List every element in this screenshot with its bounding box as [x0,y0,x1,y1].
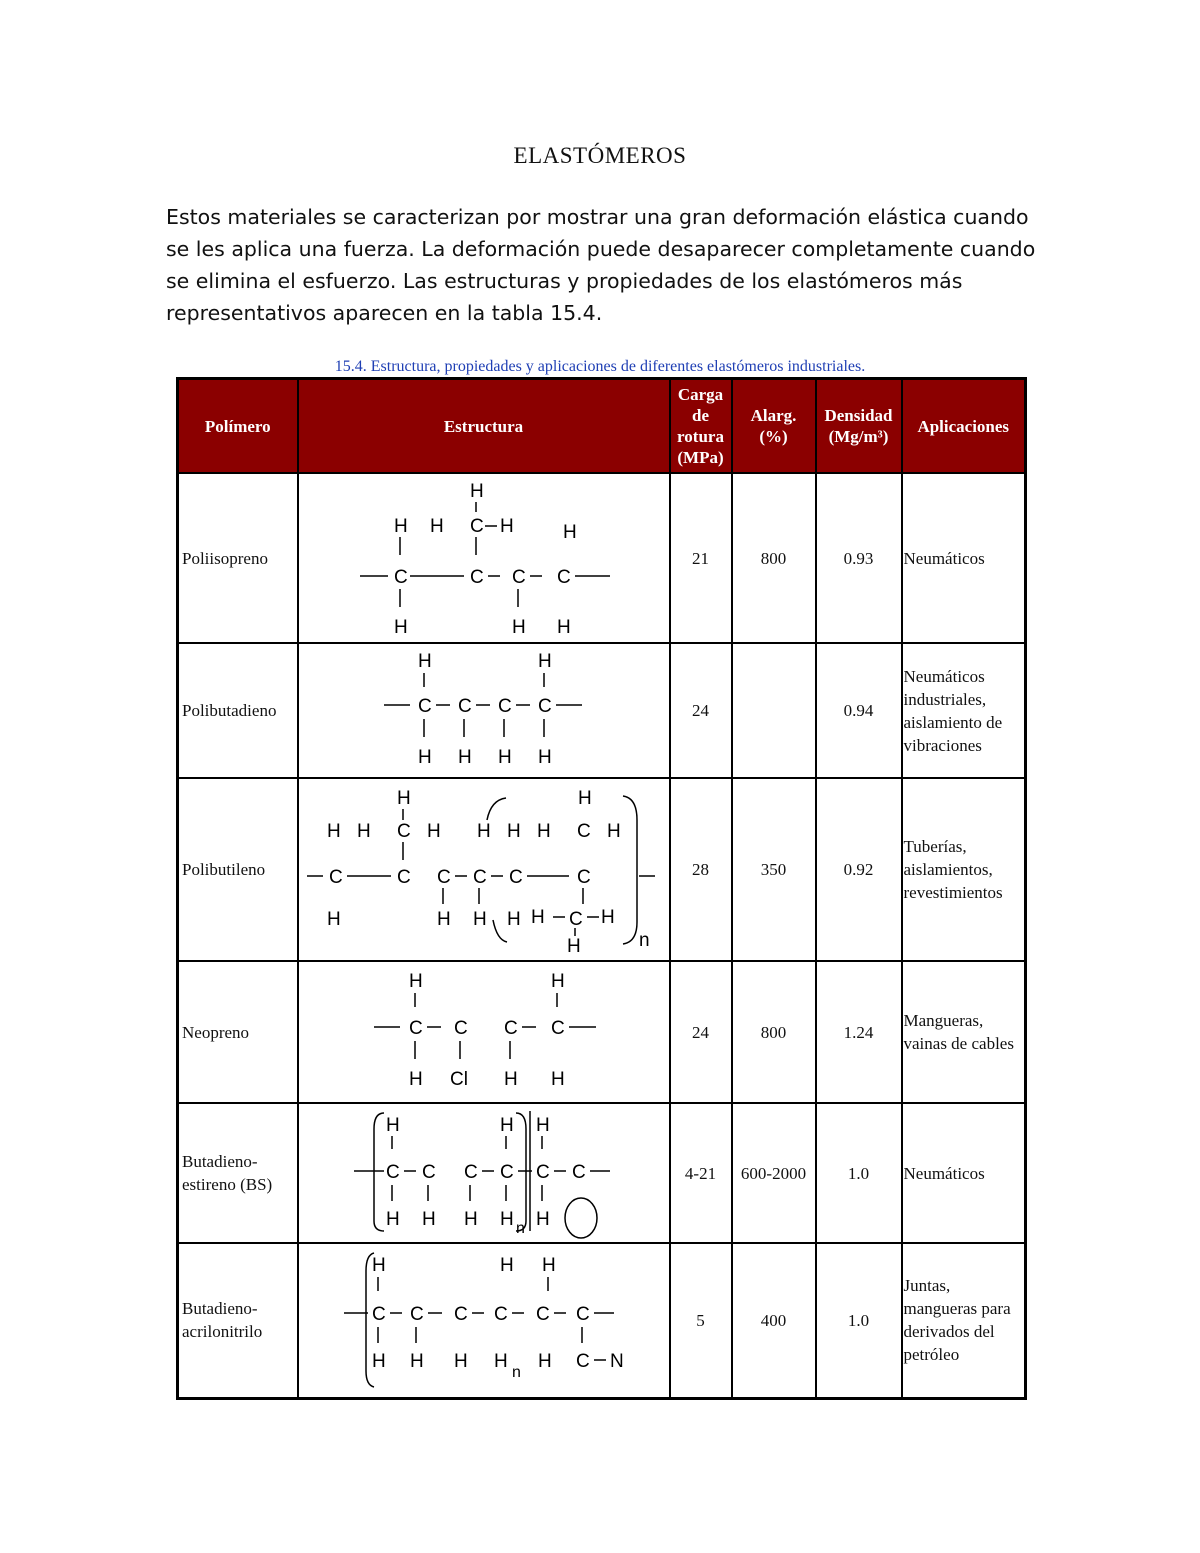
svg-text:C: C [499,1162,514,1183]
svg-text:H: H [530,907,545,928]
svg-text:H: H [550,1069,565,1090]
svg-text:H: H [396,788,411,809]
applications: Neumáticos [902,473,1026,643]
structure-cell [298,1103,670,1243]
elastomer-table [176,377,1027,1400]
structure-cell [298,643,670,778]
applications: Mangueras, vainas de cables [902,961,1026,1103]
svg-text:H: H [429,516,444,537]
svg-text:H: H [326,909,341,930]
svg-text:C: C [571,1162,586,1183]
svg-text:H: H [421,1209,436,1230]
structure-cell [298,473,670,643]
svg-text:H: H [476,821,491,842]
svg-text:H: H [371,1254,386,1276]
header-strength [670,379,732,474]
svg-text:H: H [436,909,451,930]
tensile-strength: 24 [670,643,732,778]
svg-text:H: H [537,1350,552,1372]
svg-text:C: C [463,1162,478,1183]
svg-text:C: C [436,867,451,888]
svg-text:C: C [469,516,484,537]
styrene-butadiene-structure-diagram [304,1105,664,1241]
table-row [178,1103,1026,1243]
svg-text:H: H [356,821,371,842]
svg-text:C: C [537,696,552,717]
svg-text:H: H [393,617,408,638]
svg-text:C: C [371,1303,386,1325]
table-row [178,643,1026,778]
elongation: 400 [732,1243,816,1398]
svg-text:C: C [503,1018,518,1039]
svg-text:C: C [472,867,487,888]
svg-text:H: H [408,1069,423,1090]
svg-text:H: H [499,1115,514,1136]
svg-text:C: C [457,696,472,717]
svg-text:H: H [371,1350,386,1372]
svg-text:C: C [453,1018,468,1039]
svg-text:C: C [453,1303,468,1325]
density: 0.92 [816,778,902,961]
table-row [178,473,1026,643]
svg-text:H: H [506,821,521,842]
svg-text:H: H [535,1209,550,1230]
svg-text:C: C [497,696,512,717]
header-density [816,379,902,474]
svg-text:C: C [568,909,583,930]
header-applications: Aplicaciones [902,379,1026,474]
page-title: ELASTÓMEROS [513,143,687,168]
svg-text:C: C [576,821,591,842]
svg-text:H: H [562,522,577,543]
header-elongation [732,379,816,474]
svg-text:H: H [463,1209,478,1230]
polymer-name: Polibutadieno [178,643,298,778]
table-caption: 15.4. Estructura, propiedades y aplicaciones de diferentes elastómeros industriales. [334,358,866,375]
polybutylene-structure-diagram [301,780,667,959]
header-strength-line: (MPa) [677,448,724,467]
svg-text:C: C [511,567,526,588]
density: 1.0 [816,1103,902,1243]
polymer-name: Poliisopreno [178,473,298,643]
svg-text:H: H [497,747,512,768]
svg-text:C: C [396,867,411,888]
svg-text:H: H [503,1069,518,1090]
svg-text:Cl: Cl [449,1069,468,1090]
applications: Neumáticos industriales, aislamiento de vibraciones [902,643,1026,778]
tensile-strength: 28 [670,778,732,961]
header-density-line: Densidad [824,406,893,425]
svg-text:H: H [541,1254,556,1276]
density: 0.94 [816,643,902,778]
svg-text:H: H [556,617,571,638]
polybutadiene-structure-diagram [304,645,664,776]
svg-text:H: H [417,747,432,768]
svg-text:C: C [556,567,571,588]
svg-text:C: C [408,1018,423,1039]
applications-text: Neumáticos [903,1163,985,1183]
applications: Tuberías, aislamientos, revestimientos [902,778,1026,961]
svg-text:H: H [409,1350,424,1372]
elongation: 350 [732,778,816,961]
density: 1.0 [816,1243,902,1398]
header-strength-line: rotura [677,427,724,446]
header-strength-line: Carga [677,385,724,404]
svg-text:C: C [550,1018,565,1039]
svg-text:C: C [396,821,411,842]
svg-text:C: C [493,1303,508,1325]
svg-text:H: H [469,481,484,502]
svg-text:H: H [536,821,551,842]
table-header-row [178,379,1026,474]
svg-text:C: C [508,867,523,888]
svg-text:C: C [575,1303,590,1325]
tensile-strength: 21 [670,473,732,643]
intro-paragraph: Estos materiales se caracterizan por mostrar una gran deformación elástica cuando se les aplica una fuerza. La deformación puede desaparecer completamente cuando se elimina el esfuerzo. Las estructuras y propiedades de los elastómeros más representativos aparecen en la tabla 15.4. [166,205,1036,325]
svg-text:H: H [457,747,472,768]
svg-text:H: H [506,909,521,930]
polymer-name: Neopreno [178,961,298,1103]
elongation: 800 [732,473,816,643]
svg-text:H: H [393,516,408,537]
svg-text:H: H [408,971,423,992]
svg-text:H: H [550,971,565,992]
svg-text:C: C [576,867,591,888]
table-row [178,961,1026,1103]
header-elongation-line: Alarg. [750,406,797,425]
header-polymer: Polímero [178,379,298,474]
table-row [178,778,1026,961]
header-structure: Estructura [298,379,670,474]
svg-text:H: H [385,1209,400,1230]
structure-cell [298,1243,670,1398]
polymer-name: Polibutileno [178,778,298,961]
svg-text:H: H [499,516,514,537]
svg-text:H: H [511,617,526,638]
structure-cell [298,961,670,1103]
header-elongation-line: (%) [759,427,788,446]
svg-text:C: C [385,1162,400,1183]
svg-text:n: n [515,1220,525,1237]
svg-text:H: H [537,747,552,768]
header-density-line: (Mg/m³) [828,427,889,446]
density: 0.93 [816,473,902,643]
svg-text:n: n [511,1363,521,1381]
svg-text:H: H [499,1209,514,1230]
elongation [732,643,816,778]
svg-text:C: C [393,567,408,588]
polymer-name: Butadieno-estireno (BS) [178,1103,298,1243]
svg-text:H: H [535,1115,550,1136]
svg-text:H: H [453,1350,468,1372]
tensile-strength: 24 [670,961,732,1103]
svg-text:H: H [566,936,581,957]
nitrile-butadiene-structure-diagram [304,1245,664,1396]
svg-text:C: C [417,696,432,717]
polyisoprene-structure-diagram [304,475,664,641]
elongation: 800 [732,961,816,1103]
tensile-strength: 5 [670,1243,732,1398]
neoprene-structure-diagram [304,963,664,1101]
svg-text:H: H [577,788,592,809]
svg-text:H: H [493,1350,508,1372]
svg-text:C: C [575,1350,590,1372]
svg-text:N: N [609,1350,624,1372]
svg-text:C: C [469,567,484,588]
svg-text:C: C [535,1162,550,1183]
elongation: 600-2000 [732,1103,816,1243]
svg-text:H: H [326,821,341,842]
svg-text:C: C [535,1303,550,1325]
svg-text:H: H [417,651,432,672]
svg-text:H: H [499,1254,514,1276]
density: 1.24 [816,961,902,1103]
structure-cell [298,778,670,961]
svg-text:H: H [426,821,441,842]
svg-text:H: H [537,651,552,672]
svg-text:H: H [472,909,487,930]
svg-text:n: n [638,930,650,951]
svg-text:C: C [421,1162,436,1183]
applications [902,1103,1026,1243]
header-strength-line: de [692,406,709,425]
svg-text:C: C [328,867,343,888]
tensile-strength: 4-21 [670,1103,732,1243]
svg-text:C: C [409,1303,424,1325]
svg-text:H: H [600,907,615,928]
applications: Juntas, mangueras para derivados del petróleo [902,1243,1026,1398]
table-row [178,1243,1026,1398]
svg-text:H: H [606,821,621,842]
polymer-name: Butadieno-acrilonitrilo [178,1243,298,1398]
svg-text:H: H [385,1115,400,1136]
